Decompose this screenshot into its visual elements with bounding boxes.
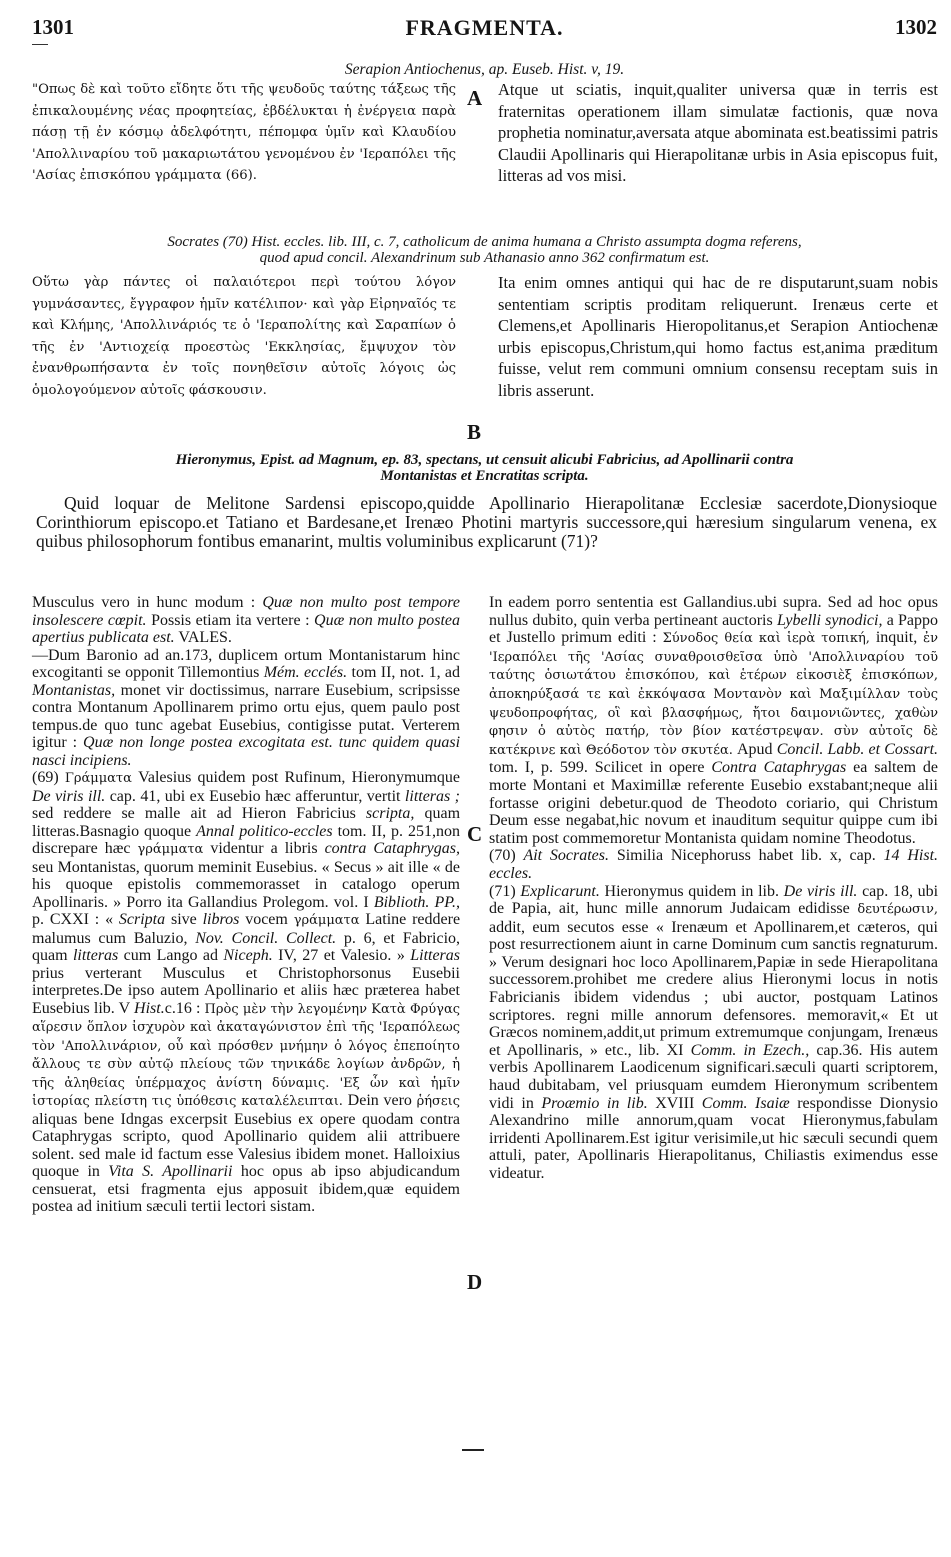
- section2-greek-text: Οὕτω γὰρ πάντες οἱ παλαιότεροι περὶ τούτου λόγον γυμνάσαντες, ἔγγραφον ἡμῖν κατέλιπον· καὶ γὰρ Εἰρηναῖός τε καὶ Κλήμης, 'Απολλινάριός τε ὁ 'Ιεραπολίτης καὶ Σαραπίων ὁ τῆς ἐν 'Αντιοχείᾳ προεστὼς 'Εκκλησίας, ἔμψυχον τὸν ἐνανθρωπήσαντα ἐν τοῖς πονηθεῖσιν αὐτοῖς λόγοις ὡς ὁμολογούμενον αὐτοῖς φάσκουσιν.: [32, 275, 456, 398]
- margin-letter-b: B: [467, 420, 482, 444]
- note-71: (71) Explicarunt. Hieronymus quidem in lib. De viris ill. cap. 18, ubi de Papia, ait, hunc mille annorum Judaicam edidisse δευτέρωσιν, addit, eum secutos esse « Irenæum et Apollinarem,et cæteros, qui post resurrectionem aiunt in carne Dominum cum sanctis regnaturum. » Verum designari hoc loco Apollinarem,Papiæ in sede Hierapolitana successorem.prohibet me credere alius Hieronymi locus in notis Fabricianis ibidem videndus ; ubi auctor, postquam Latinos scriptores. regni mille annorum defensores. memoravit,« Et ut Græcos nominem,addit,ut primum extremumque conjungam, Irenæus et Apollinaris, » etc., lib. XI Comm. in Ezech., cap.36. His autem verbis Apollinarem Laodicenum significari.sæculi quarti scriptorem, haud dubitabam, vel priusquam eumdem Hieronymum scribentem vidi in Proæmio in lib. XVIII Comm. Isaiæ respondisse Dionysio Alexandrino mille annorum,quam vocat Hieronymus,fabulam irridenti Apollinarem.Est igitur verisimile,ut hic sæculi secundi quem attuli, pater, Apollinaris Hierapolitanus, Chiliastis eximendus esse videatur.: [489, 882, 939, 1182]
- header-rule: [32, 44, 48, 45]
- section1-caption: Serapion Antiochenus, ap. Euseb. Hist. v, 19.: [344, 61, 625, 78]
- note-left-para-2: —Dum Baronio ad an.173, duplicem ortum Montanistarum hinc excogitanti se opponit Tillemontius Mém. ecclés. tom II, not. 1, ad Montanistas, monet vir doctissimus, narrare Eusebium, scripsisse contra Montanum Apollinarem primo ortu ejus, quem paulo post tempus.de quo tunc agebat Eusebius, contigisse putat. Verterem igitur : Quæ non longe postea excogitata est. tunc quidem quasi nasci incipiens.: [32, 646, 461, 769]
- section3-caption-line2: Montanistas et Encratitas scripta.: [380, 468, 589, 484]
- note-70: (70) Ait Socrates. Similia Nicephoruss habet lib. x, cap. 14 Hist. eccles.: [489, 847, 939, 882]
- end-dash: [462, 1449, 484, 1451]
- note-left-para-1: Musculus vero in hunc modum : Quæ non multo post tempore insolescere cœpit. Possis etiam ita vertere : Quæ non multo postea apertius publicata est. VALES.: [32, 594, 461, 646]
- section2-caption-line1: Socrates (70) Hist. eccles. lib. III, c. 7, catholicum de anima humana a Christo assumpta dogma referens,: [167, 234, 802, 250]
- section3-caption-line1: Hieronymus, Epist. ad Magnum, ep. 83, spectans, ut censuit alicubi Fabricius, ad Apollinarii contra: [175, 452, 794, 468]
- section1-latin-text: Atque ut sciatis, inquit,qualiter universa quæ in terris est fraternitas operationem illam simulatæ factionis, quæ nova prophetia nominatur,aversata atque abominata est.beatissimi patris Claudii Apollinaris qui Hierapolitanæ urbis in Asia episcopus fuit, litteras ad vos misi.: [498, 80, 938, 185]
- notes-left-column: [32, 594, 460, 1216]
- section3-text: Quid loquar de Melitone Sardensi episcopo,quidde Apollinario Hierapolitanæ Ecclesiæ sacerdote,Dionysioque Corinthiorum episcopo.et Tatiano et Bardesane,et Irenæo Photini martyris successore,qui hæresium singularum venena, ex quibus philosophorum fontibus emanarint, multis voluminibus explicarunt (71)?: [36, 493, 937, 551]
- section1-greek-text: "Οπως δὲ καὶ τοῦτο εἴδητε ὅτι τῆς ψευδοῦς ταύτης τάξεως τῆς ἐπικαλουμένης νέας προφητείας, ἐβδέλυκται ἡ ἐνέργεια παρὰ πάσῃ τῇ ἐν κόσμῳ ἀδελφότητι, πέπομφα ὑμῖν καὶ Κλαυδίου 'Απολλιναρίου τοῦ μακαριωτάτου γενομένου ἐν 'Ιεραπόλει τῆς 'Ασίας ἐπισκόπου γράμματα (66).: [32, 82, 456, 183]
- notes-right-column: [489, 594, 938, 1183]
- running-header: [32, 15, 937, 45]
- margin-letter-a: A: [467, 86, 483, 110]
- page-number-left: 1301: [32, 15, 74, 39]
- page-number-right: 1302: [895, 15, 937, 39]
- margin-letter-d: D: [467, 1270, 483, 1294]
- note-right-para-1: In eadem porro sententia est Gallandius.ubi supra. Sed ad hoc opus nullus dubito, quin verba pertineant auctoris Lybelli synodici, a Pappo et Justello primum editi : Σύνοδος θεία καὶ ἱερὰ τοπική, inquit, ἐν 'Ιεραπόλει τῆς 'Ασίας συναθροισθεῖσα ὑπὸ 'Απολλιναρίου τοῦ ταύτης ὁσιωτάτου ἐπισκόπου, καὶ ἑτέρων εἰκοσιὲξ ἐπισκόπων, ἀποκηρύξασά τε καὶ ἐκκόψασα Μοντανὸν καὶ Μαξιμίλλαν τοὺς ψευδοπροφήτας, οἳ καὶ βλασφήμως, ἤτοι δαιμονιῶντες, χαθὼν φησιν ὁ αὐτὸς πατήρ, τὸν βίον κατέστρεψαν. σὺν αὐτοῖς δὲ κατέκρινε καὶ Θεόδοτον τὸν σκυτέα. Apud Concil. Labb. et Cossart. tom. I, p. 599. Scilicet in opere Contra Cataphrygas ea saltem de morte Montani et Maximillæ referente Eusebio exstabant;neque alii fortasse origini debetur.quod de Theodoto coriario, qui Christum Deum esse negabat,hic novum et inauditum sequitur quippe cum ibi statim post commemoretur Montanista quidam nomine Theodotus.: [489, 594, 939, 847]
- note-69: (69) Γράμματα Valesius quidem post Rufinum, Hieronymumque De viris ill. cap. 41, ubi ex Eusebio hæc afferuntur, vertit litteras ; sed reddere se malle ait ad Hieron Fabricius scripta, quam litteras.Basnagio quoque Annal politico-eccles tom. II, p. 251,non discrepare hæc γράμματα videntur a libris contra Cataphrygas, seu Montanistas, quorum meminit Eusebius. « Secus » ait ille « de his quoque epistolis commemorasset in catalogo operum Apollinaris. » Porro ita Gallandius Prolegom. vol. I Biblioth. PP., p. CXXI : « Scripta sive libros vocem γράμματα Latine reddere malumus cum Baluzio, Nov. Concil. Collect. p. 6, et Fabricio, quam litteras cum Lango ad Niceph. IV, 27 et Valesio. » Litteras prius verterant Musculus et Christophorsonus Eusebii interpretes.De ipso autem Apollinario et aliis hæc præterea habet Eusebius lib. V Hist.c.16 : Πρὸς μὲν τὴν λεγομένην Κατὰ Φρύγας αἵρεσιν ὅπλον ἰσχυρὸν καὶ ἀκαταγώνιστον ἐπὶ τῆς 'Ιεραπόλεως τὸν 'Απολλινάριον, οὗ καὶ πρόσθεν μνήμην ὁ λόγος ἐπεποίητο ἄλλους τε σὺν αὐτῷ πλείους τῶν τηνικάδε λογίων ἀνδρῶν, ἡ τῆς ἀληθείας ὑπέρμαχος ἀνίστη δύναμις. 'Εξ ὧν καὶ ἡμῖν ἱστορίας πλείστη τις ὑπόθεσις καταλέλειπται. Dein vero ῥήσεις aliquas bene Idngas excerpsit Eusebius ex opere quodam contra Cataphrygas scripto, quod Apollinario quidem alii attribuere solent. sed male id factum esse Valesius ibidem monet. Halloixius quoque in Vita S. Apollinarii hoc opus ab ipso abjudicandum censuerat, etsi fragmenta ejus apposuit ibidem,quæ equidem postea ad initium sæculi tertii lectori sistam.: [32, 769, 461, 1215]
- margin-letter-c: C: [467, 822, 483, 846]
- section2-caption-line2: quod apud concil. Alexandrinum sub Athanasio anno 362 confirmatum est.: [259, 250, 710, 266]
- page-title: FRAGMENTA.: [405, 15, 564, 40]
- section2-latin-text: Ita enim omnes antiqui qui hac de re disputarunt,suam nobis sententiam scriptis proditam reliquerunt. Irenæus certe et Clemens,et Apollinaris Hieropolitanus,et Serapion Antiochenæ urbis episcopus,Christum,qui homo factus est,anima præditum fuisse, velut rem communi omnium consensu receptam suis in libris asserunt.: [498, 273, 938, 400]
